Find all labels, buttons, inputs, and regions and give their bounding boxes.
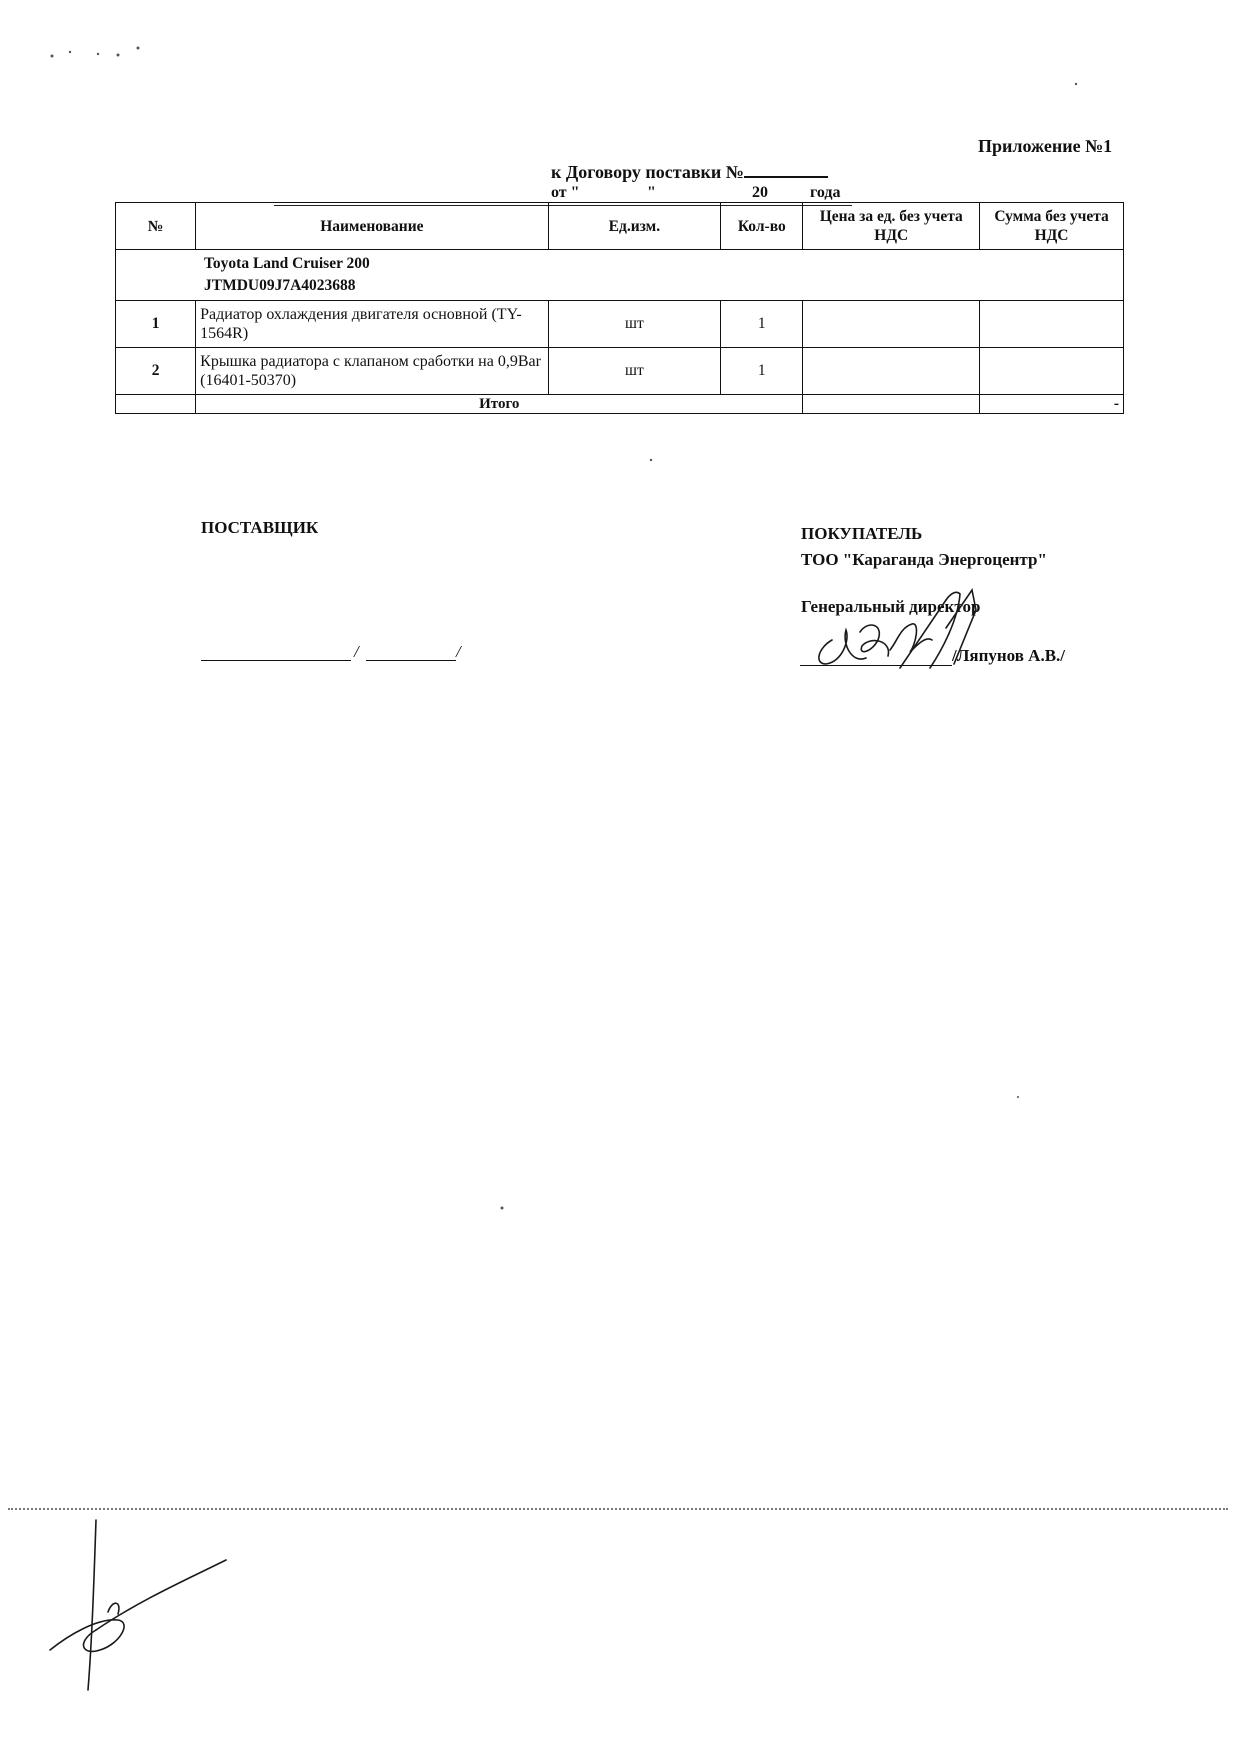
header-name: Наименование <box>196 203 548 250</box>
header-num: № <box>116 203 196 250</box>
total-sum: - <box>980 395 1124 414</box>
supplier-slash: / <box>354 642 359 661</box>
row-num: 1 <box>116 301 196 348</box>
date-from: от " <box>551 184 580 201</box>
header-price: Цена за ед. без учета НДС <box>803 203 980 250</box>
header-unit: Ед.изм. <box>548 203 721 250</box>
buyer-position: Генеральный директор <box>801 597 981 616</box>
header-qty: Кол-во <box>721 203 803 250</box>
buyer-organization: ТОО "Караганда Энергоцентр" <box>801 550 1047 569</box>
buyer-signature-scribble <box>819 590 976 668</box>
supplier-label: ПОСТАВЩИК <box>201 518 319 537</box>
scan-specks <box>51 47 1078 1210</box>
appendix-title: Приложение №1 <box>978 136 1113 156</box>
vehicle-model: Toyota Land Cruiser 200 <box>204 255 370 272</box>
buyer-signer-name: /Ляпунов А.В./ <box>952 646 1066 665</box>
total-label: Итого <box>196 395 803 414</box>
row-name: Крышка радиатора с клапаном сработки на 0,9Bar (16401-50370) <box>196 348 548 395</box>
row-name: Радиатор охлаждения двигателя основной (TY-1564R) <box>196 301 548 348</box>
vehicle-vin: JTMDU09J7A4023688 <box>204 277 356 294</box>
contract-prefix: к Договору поставки № <box>551 162 744 182</box>
row-qty: 1 <box>721 301 803 348</box>
header-sum: Сумма без учета НДС <box>980 203 1124 250</box>
row-num: 2 <box>116 348 196 395</box>
margin-signature-scribble <box>50 1520 226 1690</box>
row-qty: 1 <box>721 348 803 395</box>
date-quote-close: " <box>647 184 656 201</box>
date-year-prefix: 20 <box>752 184 768 201</box>
buyer-label: ПОКУПАТЕЛЬ <box>801 524 923 543</box>
date-year-suffix: года <box>810 184 841 201</box>
row-unit: шт <box>548 301 721 348</box>
supplier-slash: / <box>456 642 461 661</box>
row-unit: шт <box>548 348 721 395</box>
